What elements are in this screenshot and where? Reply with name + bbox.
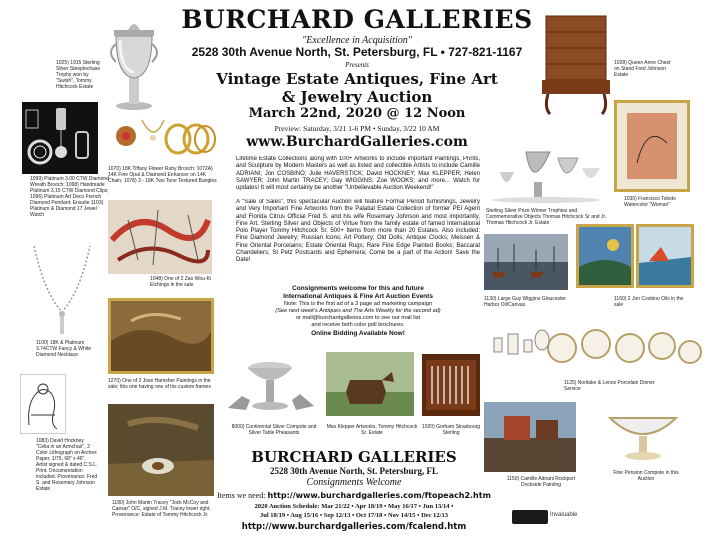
- caption-klepper: Max Klepper Artworks, Tommy Hitchcock Sr. Estate: [326, 424, 418, 436]
- caption-necklace: 1100) 18K & Platinum 3.74CTW Fancy & White Diamond Necklace: [36, 340, 92, 358]
- hamsher-painting: [108, 298, 214, 374]
- jewelry-photo: [108, 114, 216, 164]
- caption-gorham: 1020) Gorham Strasbourg Sterling: [421, 424, 481, 436]
- sale-paragraph: A "Sale of Sales", this spectacular Auction will feature Formal Period furnishings, Jewelry and Very Important Fine Artworks from the Palatial Estate Collection of former PEI Agent and Florida Citrus Official Fred S. and his wife Rosemary Johnson and most importantly, Fine Art, Sterling Silver and Objects of Virtue from the family estate of famed International Polo Player Tommy Hitchcock Sr. 500+ Items from more than 20 Estates. Also included: Fine Diamond Jewelry; Russian Icons; Art Pottery; Old Dolls; Antique Clocks; Meissen & Fine Oriental Porcelains; Estate Oriental Rugs; Rare Fine Edge Painted Books; Baccarat Chandeliers; St Petz Postcards and Ephemera; Come be a part of the Action! Save the Date!: [236, 199, 480, 264]
- tagline: "Excellence in Acquisition": [302, 35, 412, 46]
- invaluable-badge: [512, 510, 548, 524]
- invaluable-badge-text: Invaluable: [550, 512, 578, 518]
- website-link[interactable]: www.BurchardGalleries.com: [246, 134, 468, 150]
- caption-chest: 1028) Queen Anne Chest on Stand Fred Johnson Estate: [614, 60, 671, 78]
- event-title-line2: & Jewelry Auction: [281, 88, 433, 106]
- items-needed-link[interactable]: http://www.burchardgalleries.com/ftopeach2.htm: [267, 491, 491, 500]
- footer-address: 2528 30th Avenue North, St. Petersburg, FL: [269, 466, 439, 476]
- silver-compote-photo: [224, 348, 318, 420]
- consign-note-4: and receive both color poll brochures.: [311, 322, 405, 328]
- schedule-line-1: 2020 Auction Schedule: Mar 21/22 • Apr 18/19 • May 16/17 • Jun 13/14 •: [254, 503, 454, 510]
- pension-compote-photo: [600, 402, 686, 466]
- caption-adriani: 1150) Camille Adriani Rockport Dockside Painting: [506, 476, 576, 488]
- schedule-line-2: Jul 18/19 • Aug 15/16 • Sep 12/13 • Oct 17/18 • Nov 14/15 • Dec 12/13: [260, 512, 448, 519]
- caption-wiggins: 1130) Large Guy Wiggins Gloucester Harbor Oil/Canvas: [484, 296, 566, 308]
- event-title-line1: Vintage Estate Antiques, Fine Art: [216, 70, 498, 88]
- caption-compote: 8000) Continental Silver Compote and Silver Table Pheasants: [231, 424, 317, 436]
- lenox-dinner-service: [486, 318, 704, 374]
- klepper-artworks: [326, 352, 414, 416]
- items-needed-label: Items we need:: [217, 491, 266, 500]
- cosbino-oil-1: [576, 224, 634, 288]
- gallery-name: BURCHARD GALLERIES: [181, 5, 533, 34]
- caption-brooches: 1099) Platinum 3.00 CTW Diamond Wreath Brooch; 1098) Handmade Platinum 3.15 CTW Diamond Clips; 1096) Platinum Art Deco French Diamond Pendant; Ensuite 1103) Platinum & Diamond 17 Jewel Watch: [30, 176, 109, 218]
- caption-etching: 1048) One of 2 Zao Wou-Ki Etchings in the sale: [150, 276, 212, 288]
- footer-gallery-name: BURCHARD GALLERIES: [251, 448, 457, 466]
- consign-title-1: Consignments welcome for this and future: [292, 285, 424, 292]
- consign-note-1: Note: This is the first ad of a 3 page ad marketing campaign: [284, 301, 432, 307]
- consign-title-2: International Antiques & Fine Art Auction Events: [283, 293, 433, 300]
- wiggins-painting: [484, 234, 568, 290]
- silver-trophies-photo: [486, 132, 606, 204]
- preview-times: Preview: Saturday, 3/21 1-6 PM • Sunday, 3/22 10 AM: [274, 124, 440, 133]
- caption-tracey: 1180) John Martin Tracey "Jock McCoy and Caesar" O/C, signed J.M. Tracey lower right. Provenance: Estate of Tommy Hitchcock Jr.: [112, 500, 211, 518]
- caption-jewelry: 1070) 18K Tiffany Flower Ruby Brooch; 1072A) 14K Fine Opal & Diamond Enhancer on 14K Chain; 1078) 3 - 18K Two Tone Textured Bangles: [108, 166, 217, 184]
- items-needed-line: [204, 491, 504, 500]
- calendar-link[interactable]: http://www.burchardgalleries.com/fcalend.htm: [241, 522, 467, 532]
- caption-hockney: 1083) David Hockney "Celia in an Armchair", 2 Color Lithograph on Arches Paper, 1/75, 68" x 46", Artist signed & dated C.S.L. Print. Documentation included. Provenance: Fred S. and Rosemary Johnson Estate: [36, 438, 98, 492]
- online-bidding: Online Bidding Available Now!: [311, 330, 405, 337]
- presents-label: Presents: [345, 61, 369, 69]
- caption-hamsher: 1270) One of 2 Jose Hamsher Paintings in the sale; this one having one of his custom frames: [108, 378, 211, 390]
- caption-trophy: 1025) 1915 Sterling Silver Steeplechase Trophy won by "Swish", Tommy Hitchcock Estate: [56, 60, 101, 90]
- gorham-sterling-photo: [422, 354, 480, 416]
- necklace-photo: [24, 242, 100, 338]
- consign-block: [236, 285, 480, 339]
- tracey-painting: [108, 404, 214, 496]
- caption-trophies: Sterling Silver Prize Winner Trophies and Commemorative Objects Thomas Hitchcock Sr and Jr. Thomas Hitchcock Jr. Estate: [486, 208, 607, 226]
- queen-anne-chest: [540, 12, 612, 116]
- brooches-photo: [22, 102, 98, 174]
- adriani-painting: [484, 402, 576, 472]
- hockney-lithograph: [20, 374, 66, 434]
- caption-lenox: 1125) Noritake & Lenox Porcelain Dinner Service: [564, 380, 655, 392]
- cosbino-oil-2: [636, 224, 694, 288]
- consign-note-2: (See next week's Antiques and The Arts Weekly for the second ad): [275, 308, 441, 314]
- caption-pension: Fine Pension Compote in this Auction: [613, 470, 679, 482]
- caption-cosbino: 1160) 2 Jon Cosbino Oils in the sale: [614, 296, 684, 308]
- consign-note-3: or mail@burchardgalleries.com to see our mail list: [295, 315, 421, 321]
- toledo-watercolor: [614, 100, 690, 192]
- trophy-photo: [106, 14, 162, 112]
- address: 2528 30th Avenue North, St. Petersburg, FL • 727-821-1167: [191, 45, 523, 59]
- caption-toledo: 1030) Francisco Toledo Watercolor "Woman": [624, 196, 676, 208]
- intro-paragraph: Lifetime Estate Collections along with 100+ Artworks to include important Paintings, Prints, and Sculpture by Modern Masters as well as listed and collectible Artists to include Camille ADRIANI; Jon COSBINO; Julie HAVERSTICK; David HOCKNEY; Max KLEPPER; Helen SAWYER; John Martin TRACEY; Gay WIGGINS; Zoe WOOKS; and more... Watch for updates! It will most certainly be another "Unbelievable Auction Weekend!": [236, 156, 480, 192]
- zao-wou-ki-etching: [108, 200, 212, 274]
- auction-date: March 22nd, 2020 @ 12 Noon: [248, 106, 466, 121]
- footer-consignments: Consignments Welcome: [306, 477, 402, 488]
